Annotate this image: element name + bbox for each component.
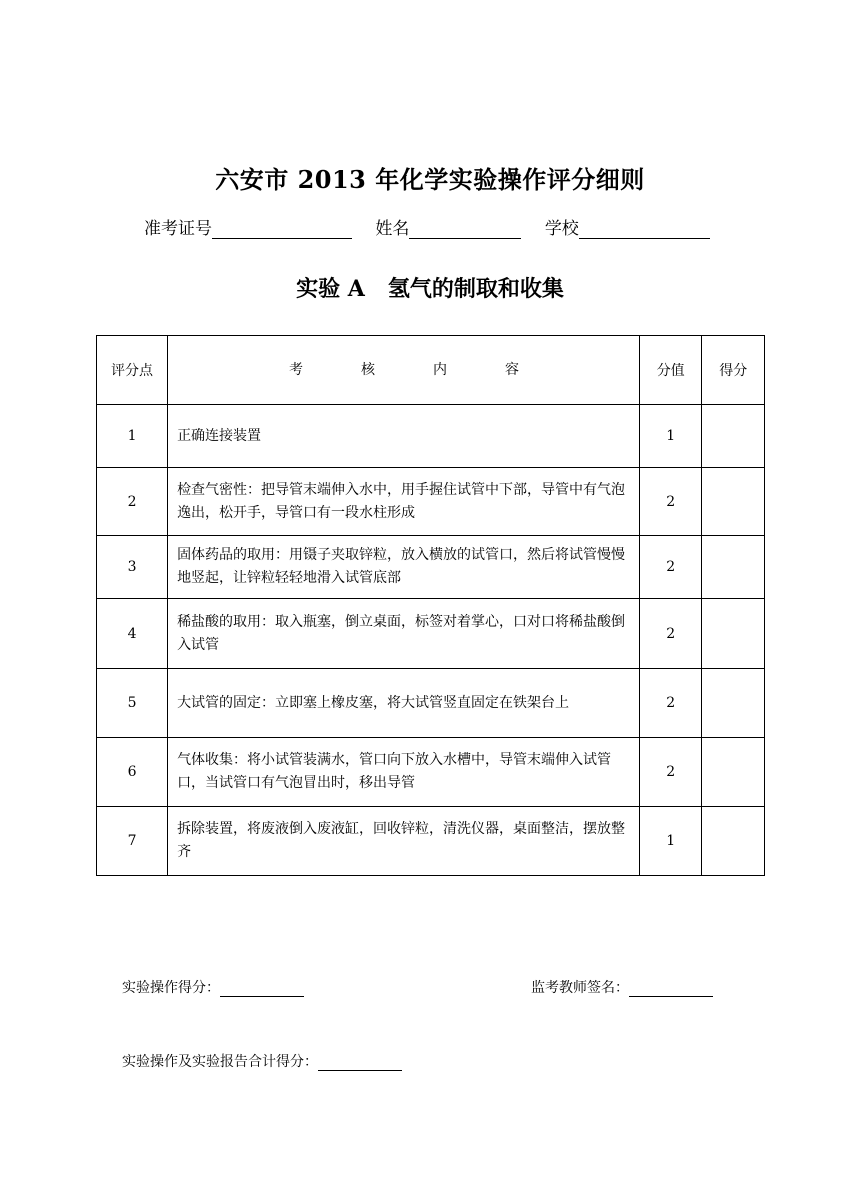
table-row	[97, 536, 765, 599]
row-got-field[interactable]	[702, 468, 765, 536]
scoring-table	[96, 335, 765, 876]
row-got-field[interactable]	[702, 536, 765, 599]
experiment-title: 实验 A 氢气的制取和收集	[296, 276, 564, 302]
name-label: 姓名	[375, 219, 410, 239]
page-title: 六安市 2013 年化学实验操作评分细则	[215, 165, 645, 194]
row-point: 4	[97, 599, 168, 669]
row-content: 正确连接装置	[168, 405, 640, 468]
name-field[interactable]	[409, 220, 521, 239]
table-row	[97, 738, 765, 807]
teacher-sign-field[interactable]	[629, 982, 713, 997]
row-got-field[interactable]	[702, 738, 765, 807]
row-point: 5	[97, 669, 168, 738]
header-point: 评分点	[97, 336, 168, 405]
operation-score-field[interactable]	[220, 982, 304, 997]
exam-id-field[interactable]	[212, 220, 352, 239]
header-content-char: 考	[288, 361, 303, 378]
operation-score-label: 实验操作得分：	[122, 980, 220, 996]
row-point: 3	[97, 536, 168, 599]
table-row	[97, 669, 765, 738]
teacher-sign-line	[531, 977, 713, 997]
operation-score-line	[122, 977, 304, 997]
row-point: 2	[97, 468, 168, 536]
row-score: 1	[639, 807, 702, 876]
row-score: 2	[639, 536, 702, 599]
teacher-sign-label: 监考教师签名：	[531, 980, 629, 996]
table-header-row	[97, 336, 765, 405]
total-score-line	[122, 1051, 402, 1071]
row-got-field[interactable]	[702, 405, 765, 468]
exam-id-label: 准考证号	[144, 219, 212, 239]
header-content-char: 内	[432, 361, 447, 378]
row-score: 2	[639, 669, 702, 738]
total-score-label: 实验操作及实验报告合计得分：	[122, 1054, 318, 1070]
header-score: 分值	[639, 336, 702, 405]
header-got: 得分	[702, 336, 765, 405]
row-score: 2	[639, 468, 702, 536]
school-label: 学校	[544, 219, 579, 239]
row-content: 固体药品的取用：用镊子夹取锌粒，放入横放的试管口，然后将试管慢慢地竖起，让锌粒轻轻地滑入试管底部	[168, 536, 640, 599]
row-score: 1	[639, 405, 702, 468]
row-content: 稀盐酸的取用：取入瓶塞，倒立桌面，标签对着掌心，口对口将稀盐酸倒入试管	[168, 599, 640, 669]
row-score: 2	[639, 599, 702, 669]
row-score: 2	[639, 738, 702, 807]
row-content: 大试管的固定：立即塞上橡皮塞，将大试管竖直固定在铁架台上	[168, 669, 640, 738]
table-row	[97, 807, 765, 876]
table-row	[97, 468, 765, 536]
row-point: 7	[97, 807, 168, 876]
header-content-char: 核	[360, 361, 375, 378]
total-score-field[interactable]	[318, 1056, 402, 1071]
table-row	[97, 405, 765, 468]
table-row	[97, 599, 765, 669]
header-content-char: 容	[504, 361, 519, 378]
row-got-field[interactable]	[702, 599, 765, 669]
row-content: 拆除装置，将废液倒入废液缸，回收锌粒，清洗仪器，桌面整洁，摆放整齐	[168, 807, 640, 876]
row-point: 1	[97, 405, 168, 468]
school-field[interactable]	[579, 220, 710, 239]
row-got-field[interactable]	[702, 669, 765, 738]
candidate-info-line	[144, 214, 710, 239]
row-content: 检查气密性：把导管末端伸入水中，用手握住试管中下部，导管中有气泡逸出，松开手，导管口有一段水柱形成	[168, 468, 640, 536]
row-got-field[interactable]	[702, 807, 765, 876]
row-content: 气体收集：将小试管装满水，管口向下放入水槽中，导管末端伸入试管口，当试管口有气泡冒出时，移出导管	[168, 738, 640, 807]
row-point: 6	[97, 738, 168, 807]
header-content	[168, 336, 640, 405]
